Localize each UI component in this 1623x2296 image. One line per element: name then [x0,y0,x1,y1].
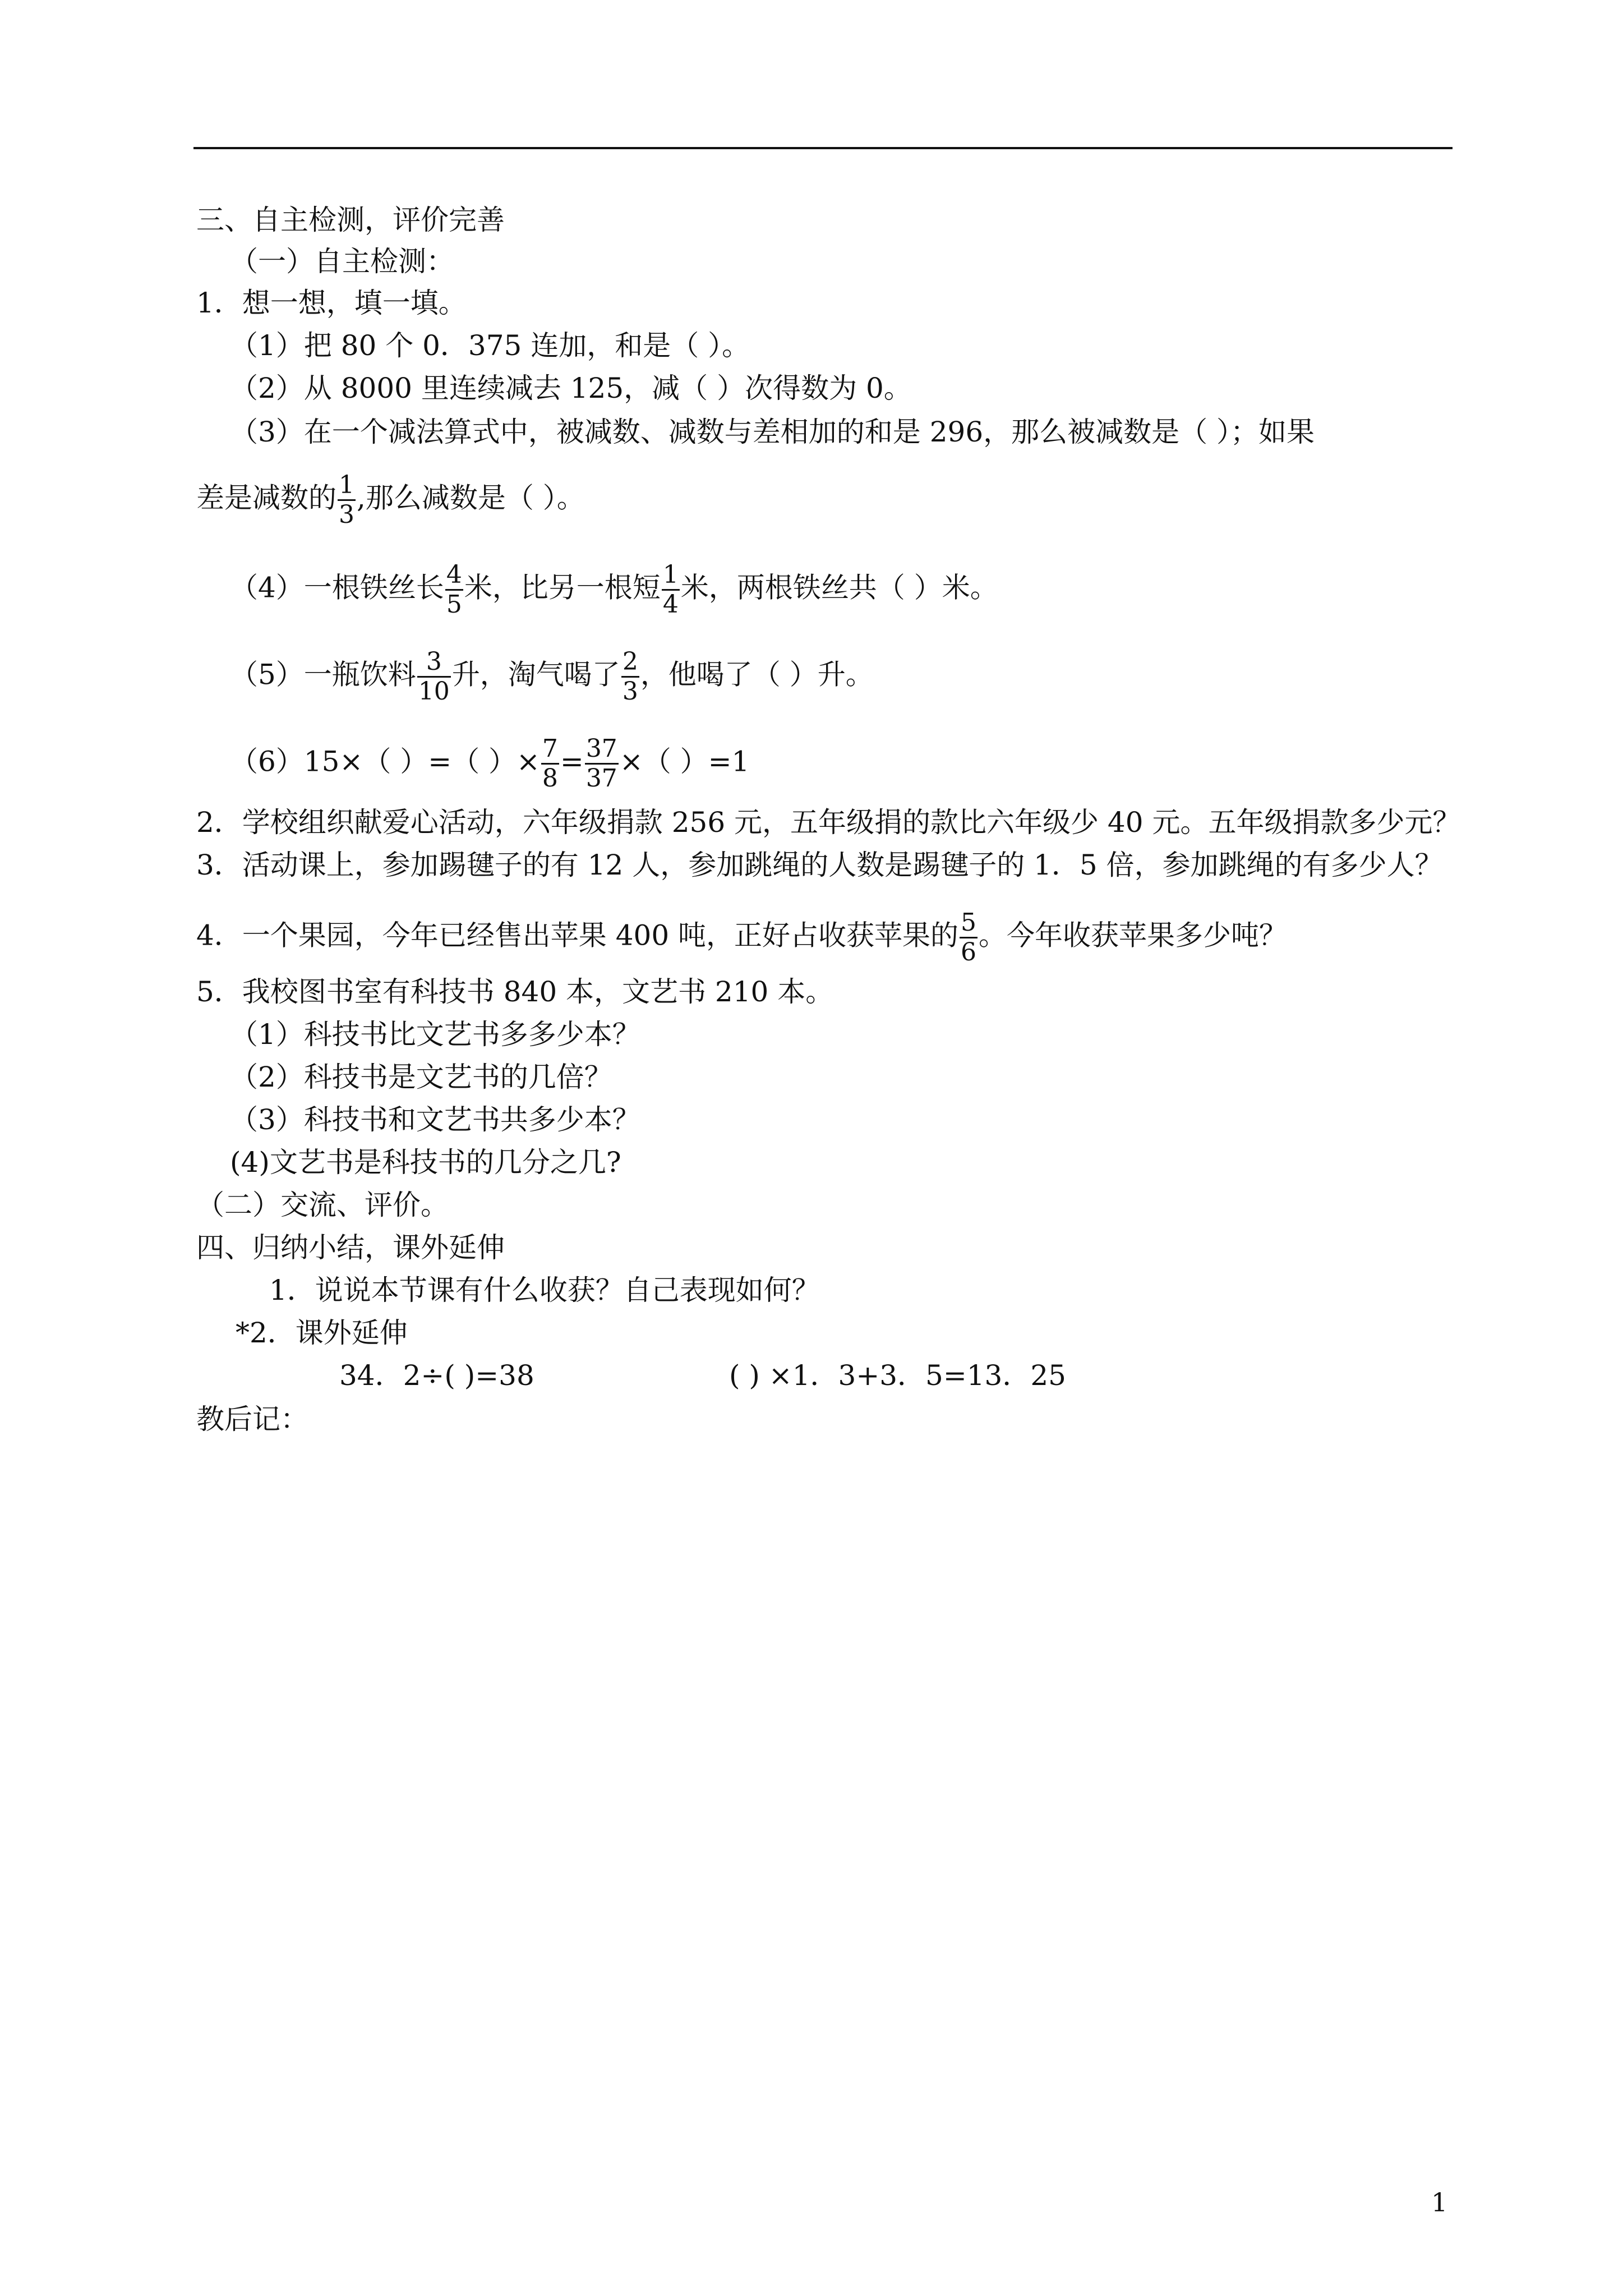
fraction-numerator: 4 [446,560,462,589]
q4-pre: 4．一个果园，今年已经售出苹果 400 吨，正好占收获苹果的 [196,919,959,952]
q1-p5-post: ，他喝了（ ）升。 [640,658,874,691]
q1-p4-mid: 米，比另一根短 [464,571,661,604]
question-5-part-3: （3）科技书和文艺书共多少本？ [230,1103,640,1136]
question-1-title: 1．想一想，填一填。 [196,287,467,319]
q1-p4-post: 米，两根铁丝共（ ）米。 [680,571,998,604]
fraction-five-sixths [960,909,978,967]
q1-p3b-post: ,那么减数是（ ）。 [357,481,585,514]
fraction-seven-eighths [541,735,559,793]
fraction-denominator: 3 [339,500,354,529]
fraction-37-37 [585,735,619,793]
fraction-denominator: 37 [585,764,617,793]
q1-p6-equals: = [560,745,584,778]
question-1-part-2: （2）从 8000 里连续减去 125，减（ ）次得数为 0。 [230,372,912,404]
q1-p5-pre: （5）一瓶饮料 [230,658,416,691]
extension-equation-2: ( ) ×1．3+3．5=13．25 [729,1359,1066,1392]
fraction-denominator: 4 [662,590,679,619]
page-number: 1 [1431,2187,1448,2217]
fraction-two-thirds [621,648,639,706]
fraction-numerator: 2 [622,647,638,676]
section-3-subtitle-1: （一）自主检测： [230,245,454,278]
fraction-four-fifths [445,561,463,619]
question-4 [196,909,1287,967]
fraction-denominator: 3 [622,677,638,706]
q4-post: 。今年收获苹果多少吨？ [979,919,1288,952]
fraction-one-quarter [662,561,680,619]
question-3: 3．活动课上，参加踢毽子的有 12 人，参加跳绳的人数是踢毽子的 1．5 倍，参加跳绳的有多少人？ [196,849,1443,881]
section-3-title: 三、自主检测，评价完善 [196,204,505,236]
fraction-one-third [338,471,356,529]
fraction-numerator: 5 [961,908,977,937]
q1-p6-pre: （6）15×（ ）=（ ）× [230,745,540,778]
question-5-part-1: （1）科技书比文艺书多多少本？ [230,1018,640,1051]
fraction-numerator: 37 [585,734,617,763]
q1-p3b-pre: 差是减数的 [196,481,336,514]
section-4-item-2: *2．课外延伸 [236,1317,408,1349]
after-class-notes-label: 教后记： [196,1403,308,1435]
section-4-item-1: 1．说说本节课有什么收获？自己表现如何？ [269,1274,820,1306]
question-5-title: 5．我校图书室有科技书 840 本，文艺书 210 本。 [196,976,834,1008]
q1-p5-mid: 升，淘气喝了 [451,658,620,691]
question-1-part-1: （1）把 80 个 0．375 连加，和是（ ）。 [230,329,750,362]
question-1-part-3b [196,471,585,529]
question-5-part-2: （2）科技书是文艺书的几倍？ [230,1061,612,1093]
fraction-denominator: 5 [446,590,462,619]
extension-equation-1: 34．2÷( )=38 [339,1359,534,1392]
fraction-numerator: 1 [339,471,354,499]
fraction-numerator: 3 [426,647,442,676]
fraction-numerator: 7 [542,734,558,763]
fraction-numerator: 1 [662,560,679,589]
section-4-title: 四、归纳小结，课外延伸 [196,1231,505,1264]
section-3-subtitle-2: （二）交流、评价。 [196,1189,449,1221]
question-1-part-5 [230,648,874,706]
question-5-part-4: (4)文艺书是科技书的几分之几? [230,1146,621,1179]
fraction-three-tenths [417,648,451,706]
fraction-denominator: 10 [418,677,450,706]
question-2: 2．学校组织献爱心活动，六年级捐款 256 元，五年级捐的款比六年级少 40 元。五年级捐款多少元？ [196,806,1461,839]
q1-p4-pre: （4）一根铁丝长 [230,571,444,604]
fraction-denominator: 8 [542,764,558,793]
fraction-denominator: 6 [961,938,977,967]
question-1-part-4 [230,561,998,619]
question-1-part-3a: （3）在一个减法算式中，被减数、减数与差相加的和是 296，那么被减数是（ ）；如果 [230,416,1315,448]
q1-p6-post: ×（ ）=1 [619,745,750,778]
question-1-part-6 [230,735,749,793]
header-rule [193,147,1453,149]
